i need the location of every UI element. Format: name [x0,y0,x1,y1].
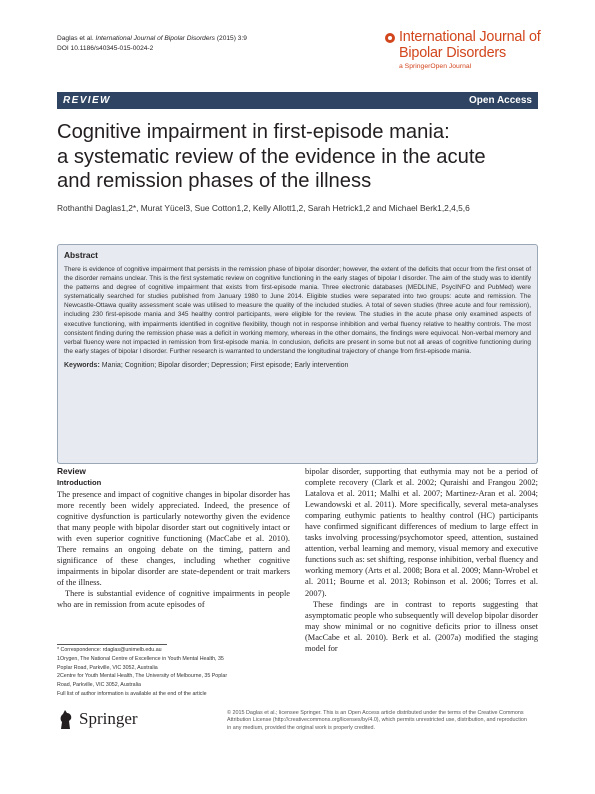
left-column [57,466,290,611]
abstract-text: There is evidence of cognitive impairment that persists in the remission phase of bipolar disorder; however, the extent of the deficits that occur from the first onset of the disorder remains unclear. This is the first systematic review on cognitive functioning in the early stages of bipolar I disorder. The aim of the study was to identify the patterns and degree of cognitive impairment that exists from first-episode mania. Three electronic databases (MEDLINE, PsycINFO and PubMed) were systematically searched for studies published from January 1980 to June 2014. Eligible studies were separated into two groups: acute and remission. The Newcastle-Ottawa quality assessment scale was utilised to measure the quality of the included studies. A total of seven studies (three acute and four remission), including 230 first-episode mania and 345 healthy control participants, were eligible for the review. The studies in the acute phase only examined aspects of executive functioning, with impairments identified in cognitive flexibility, though not in response inhibition and verbal fluency relative to healthy controls. The most consistent finding during the remission phase was a deficit in working memory, whereas in the other domains, the findings were equivocal. Non-verbal memory and verbal fluency were not impacted in remission from first-episode mania. In conclusion, deficits are present in some but not all areas of cognitive functioning during the early stages of bipolar I disorder. Further research is warranted to understand the longitudinal trajectory of change from first-episode mania. [64,266,531,355]
citation-authors: Daglas et al. [57,35,94,42]
body-paragraph: These findings are in contrast to reports suggesting that asymptomatic people who subsequently will develop bipolar disorder may show minimal or no cognitive deficits prior to illness onset (MacCabe et al. 2010). Berk et al. (2007a) modified the staging model for [305,599,538,653]
abstract-heading: Abstract [64,250,98,260]
license-line: Attribution License (http://creativecommons.org/licenses/by/4.0), which permits unrestricted use, distribution, and reproduction [227,717,527,724]
footnote-line: Full list of author information is available at the end of the article [57,690,207,697]
article-title [57,120,547,194]
journal-logo-line2: Bipolar Disorders [399,44,506,61]
journal-logo-icon [385,33,395,43]
right-column [305,466,538,654]
article-type-banner [57,92,538,109]
doi[interactable]: DOI 10.1186/s40345-015-0024-2 [57,44,154,52]
springer-logo [57,708,138,730]
title-line: and remission phases of the illness [57,170,372,192]
citation-journal: International Journal of Bipolar Disorders [95,35,215,42]
article-type-label: REVIEW [63,95,111,106]
citation-header [57,34,247,53]
footnote-line: Road, Parkville, VIC 3052, Australia [57,682,141,689]
title-line: Cognitive impairment in first-episode mania: [57,121,450,143]
journal-logo-line1: International Journal of [399,29,541,45]
body-paragraph: bipolar disorder, supporting that euthymia may not be a period of complete recovery (Clark et al. 2002; Quraishi and Frangou 2002; Latalova et al. 2011; Malhi et al. 2007; Martinez-Aran et al. 2004; Lewandowski et al. 2011). More specifically, several meta-analyses comparing euthymic patients to healthy control (HC) participants have confirmed significant differences of medium to large effect in tasks involving processing/psychomotor speed, attention, sustained attention, verbal learning and memory, visual memory and executive functions such as: set shifting, response inhibition, verbal fluency and working memory (Arts et al. 2008; Bora et al. 2009; Mann-Wrobel et al. 2011; Bourne et al. 2013; Robinson et al. 2006; Torres et al. 2007). [305,467,538,598]
citation-year: (2015) 3:9 [216,35,247,42]
open-access-label: Open Access [469,95,532,106]
springer-horse-icon [57,708,75,730]
journal-logo-title [399,30,541,61]
introduction-heading: Introduction [57,478,102,487]
author-list: Rothanthi Daglas1,2*, Murat Yücel3, Sue Cotton1,2, Kelly Allott1,2, Sarah Hetrick1,2 and Michael Berk1,2,4,5,6 [57,203,470,213]
springeropen-subline: a SpringerOpen Journal [399,63,472,70]
abstract-box [57,244,538,464]
keywords-label: Keywords: [64,361,100,369]
body-paragraph: The presence and impact of cognitive changes in bipolar disorder has more recently been widely appreciated. Indeed, the presence of cognitive dysfunction is particularly noteworthy given the evidence that many people with bipolar disorder start out cognitively intact or with even superior cognitive functioning (MacCabe et al. 2010). There remains an ongoing debate on the timing, pattern and significance of these changes, including whether cognitive impairments in bipolar disorder are state-dependent or trait markers of the illness. [57,490,290,588]
footnote-line: Poplar Road, Parkville, VIC 3052, Australia [57,664,158,671]
license-line: © 2015 Daglas et al.; licensee Springer. This is an Open Access article distributed under the terms of the Creative Commons [227,710,524,716]
footnote-line: 2Centre for Youth Mental Health, The University of Melbourne, 35 Poplar [57,673,228,680]
keywords [64,362,531,369]
license-text [227,710,547,732]
journal-logo [385,30,545,70]
review-heading: Review [57,466,86,476]
footnote-line: 1Orygen, The National Centre of Excellence in Youth Mental Health, 35 [57,655,224,662]
title-line: a systematic review of the evidence in the acute [57,145,486,168]
body-paragraph: There is substantial evidence of cognitive impairments in people who are in remission from acute episodes of [57,589,290,610]
springer-wordmark: Springer [79,709,138,728]
footnote-correspondence[interactable]: * Correspondence: rdaglas@unimelb.edu.au [57,647,162,653]
footnote-divider [57,644,167,645]
license-line: in any medium, provided the original work is properly credited. [227,724,376,731]
keywords-list: Mania; Cognition; Bipolar disorder; Depression; First episode; Early intervention [101,361,349,369]
footnotes [57,646,293,699]
